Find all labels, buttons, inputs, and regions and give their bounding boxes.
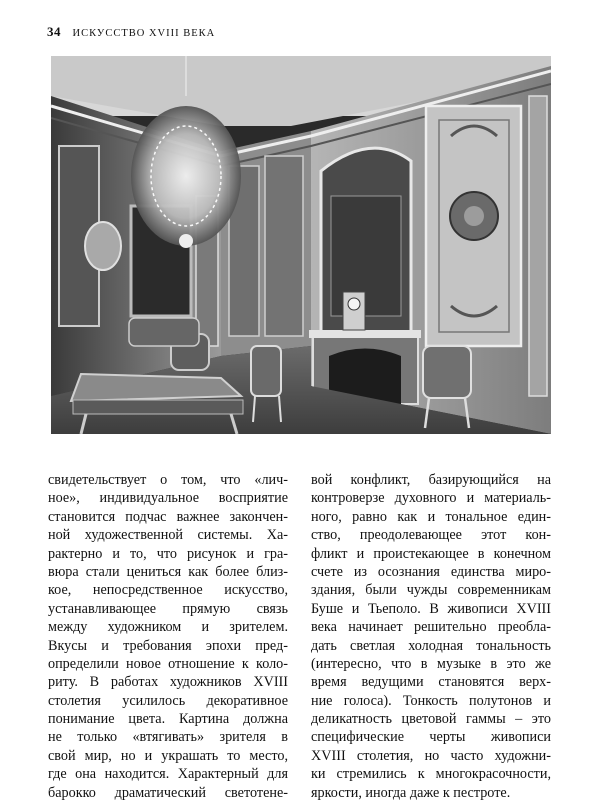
right-line: специфические черты живописи (311, 729, 551, 746)
right-line: время ведущими становятся верх- (311, 674, 551, 691)
left-line: ной художественной системы. Ха- (48, 527, 288, 544)
right-line: ки стремились к многокрасочности, (311, 766, 551, 783)
right-line: ство, преодолевающее этот кон- (311, 527, 551, 544)
running-title: ИСКУССТВО XVIII ВЕКА (72, 28, 216, 39)
left-line: определили новое отношение к коло- (48, 655, 288, 672)
left-line: столетия усилилось декоративное (48, 692, 288, 709)
right-line: века начинает решительно преобла- (311, 619, 551, 636)
interior-photograph (51, 56, 551, 434)
left-line: свой мир, но и украшать то место, (48, 747, 288, 764)
left-line: риту. В работах художников XVIII (48, 674, 288, 691)
right-line: дать светлая холодная тональность (311, 637, 551, 654)
left-line: рактерно и то, что рисунок и гра- (48, 545, 288, 562)
left-line: барокко драматический светотене- (48, 784, 288, 801)
right-line: контроверзе духовного и материаль- (311, 490, 551, 507)
right-line: ние голоса). Тонкость полутонов и (311, 692, 551, 709)
left-line: между художником и зрителем. (48, 619, 288, 636)
left-line: устанавливающее прямую связь (48, 600, 288, 617)
right-line: деликатность цветовой гаммы – это (311, 711, 551, 728)
rococo-salon-photo-icon (51, 56, 551, 434)
left-line: не только «втягивать» зрителя в (48, 729, 288, 746)
left-line: Вкусы и требования эпохи пред- (48, 637, 288, 654)
page-number: 34 (47, 24, 61, 39)
page-header (47, 24, 215, 40)
right-line: фликт и проистекающее в конечном (311, 545, 551, 562)
right-line: XVIII столетия, но часто художни- (311, 747, 551, 764)
right-line: вой конфликт, базирующийся на (311, 472, 551, 488)
right-line: счете из осознания единства миро- (311, 563, 551, 580)
right-line: (интересно, что в музыке в это же (311, 655, 551, 672)
left-line: где она находится. Характерный для (48, 766, 288, 783)
right-line: яркости, иногда даже к пестроте. (311, 784, 511, 801)
left-line: кое, непосредственное искусство, (48, 582, 288, 599)
left-line: вюра стали цениться как более близ- (48, 563, 288, 580)
right-line: Буше и Тьеполо. В живописи XVIII (311, 600, 551, 617)
right-line: ного, равно как и тональное един- (311, 508, 551, 525)
right-line: здания, были чужды современникам (311, 582, 551, 599)
left-line: свидетельствует о том, что «лич- (48, 472, 288, 488)
left-text-column (48, 471, 288, 802)
left-line: понимание цвета. Картина должна (48, 711, 288, 728)
left-line: становится подчас важнее закончен- (48, 508, 288, 525)
right-text-column (311, 471, 551, 802)
left-line: ное», индивидуальное восприятие (48, 490, 288, 507)
